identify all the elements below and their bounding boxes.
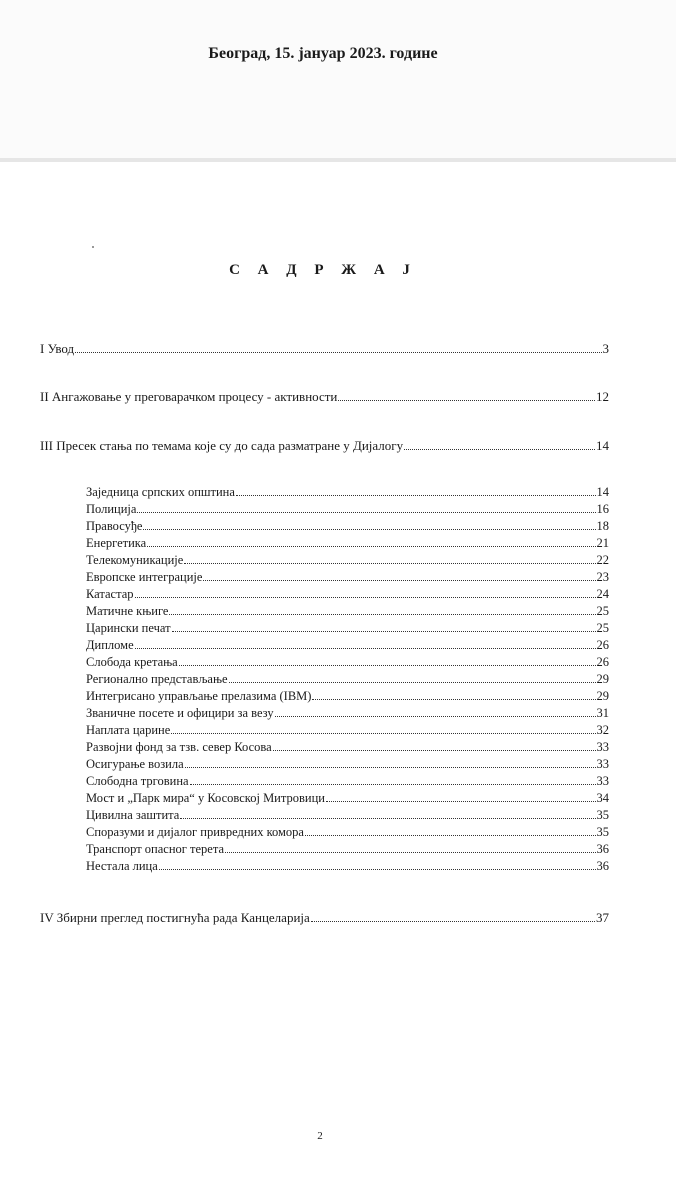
toc-subentry[interactable] bbox=[86, 621, 609, 636]
toc-subentry[interactable] bbox=[86, 604, 609, 619]
toc-subentry-page: 23 bbox=[596, 570, 609, 584]
toc-subentry-page: 35 bbox=[596, 808, 609, 822]
toc-subentry-page: 21 bbox=[596, 536, 609, 550]
dot-leader bbox=[311, 911, 595, 922]
dot-leader bbox=[190, 774, 596, 785]
dot-leader bbox=[180, 808, 595, 819]
toc-subentry-label: Интегрисано управљање прелазима (IBM) bbox=[86, 689, 312, 703]
dot-leader bbox=[305, 825, 596, 836]
dot-leader bbox=[275, 706, 596, 717]
toc-subentry[interactable] bbox=[86, 740, 609, 755]
dot-leader bbox=[236, 485, 596, 496]
toc-subentry-label: Слободна трговина bbox=[86, 774, 189, 788]
document-date: Београд, 15. јануар 2023. године bbox=[208, 45, 438, 62]
dot-leader bbox=[225, 842, 595, 853]
toc-subentry[interactable] bbox=[86, 859, 609, 874]
toc-subentry-label: Наплата царине bbox=[86, 723, 171, 737]
toc-subentry-label: Споразуми и дијалог привредних комора bbox=[86, 825, 304, 839]
toc-subentry-page: 36 bbox=[596, 859, 609, 873]
toc-subentry-page: 29 bbox=[596, 689, 609, 703]
toc-subentry[interactable] bbox=[86, 655, 609, 670]
toc-subentry[interactable] bbox=[86, 757, 609, 772]
toc-subentry-label: Катастар bbox=[86, 587, 134, 601]
toc-subentry[interactable] bbox=[86, 536, 609, 551]
toc-entry-label: I Увод bbox=[40, 341, 75, 356]
toc-entry-dialogue-topics[interactable] bbox=[40, 438, 609, 454]
dot-leader bbox=[159, 859, 596, 870]
toc-subentry[interactable] bbox=[86, 825, 609, 840]
toc-subentry-label: Нестала лица bbox=[86, 859, 158, 873]
dot-leader bbox=[75, 342, 601, 353]
toc-entry-page: 37 bbox=[596, 910, 609, 925]
toc-subentry-label: Царински печат bbox=[86, 621, 171, 635]
toc-subentry-page: 32 bbox=[596, 723, 609, 737]
dot-leader bbox=[185, 757, 596, 768]
toc-subentry[interactable] bbox=[86, 808, 609, 823]
toc-entry-label: II Ангажовање у преговарачком процесу - активности bbox=[40, 389, 338, 404]
toc-subentry-label: Заједница српских општина bbox=[86, 485, 235, 499]
toc-entry-page: 12 bbox=[596, 389, 609, 404]
toc-subentry-label: Матичне књиге bbox=[86, 604, 169, 618]
toc-subentry-label: Осигурање возила bbox=[86, 757, 184, 771]
dot-leader bbox=[229, 672, 596, 683]
dot-leader bbox=[273, 740, 596, 751]
toc-subentry[interactable] bbox=[86, 519, 609, 534]
toc-subentry-label: Развојни фонд за тзв. север Косова bbox=[86, 740, 272, 754]
toc-subentry-page: 31 bbox=[596, 706, 609, 720]
dot-leader bbox=[338, 390, 595, 401]
toc-entry-intro[interactable] bbox=[40, 341, 609, 357]
toc-subentry[interactable] bbox=[86, 638, 609, 653]
toc-subentry-label: Транспорт опасног терета bbox=[86, 842, 225, 856]
toc-subentry-page: 36 bbox=[596, 842, 609, 856]
toc-subentry[interactable] bbox=[86, 791, 609, 806]
page-number: 2 bbox=[317, 1130, 323, 1142]
dot-leader bbox=[143, 519, 595, 530]
toc-subentry-label: Мост и „Парк мира“ у Косовској Митровици bbox=[86, 791, 325, 805]
dot-leader bbox=[312, 689, 595, 700]
toc-subentry[interactable] bbox=[86, 570, 609, 585]
dot-leader bbox=[203, 570, 595, 581]
toc-subentry-label: Дипломе bbox=[86, 638, 134, 652]
toc-subentry-page: 24 bbox=[596, 587, 609, 601]
toc-subentry-page: 29 bbox=[596, 672, 609, 686]
toc-subentry-page: 14 bbox=[596, 485, 609, 499]
toc-subentry[interactable] bbox=[86, 689, 609, 704]
header-band bbox=[0, 0, 676, 162]
toc-subentry[interactable] bbox=[86, 587, 609, 602]
toc-subentry-page: 25 bbox=[596, 621, 609, 635]
toc-subentry-label: Слобода кретања bbox=[86, 655, 178, 669]
toc-subentry[interactable] bbox=[86, 723, 609, 738]
toc-subentry-page: 26 bbox=[596, 638, 609, 652]
toc-entry-label: IV Збирни преглед постигнућа рада Канцеларија bbox=[40, 910, 310, 925]
dot-leader bbox=[184, 553, 595, 564]
toc-subentry-page: 34 bbox=[596, 791, 609, 805]
toc-subentry[interactable] bbox=[86, 672, 609, 687]
toc-subentry-label: Правосуђе bbox=[86, 519, 143, 533]
dot-leader bbox=[137, 502, 595, 513]
toc-subentry-page: 33 bbox=[596, 757, 609, 771]
dot-leader bbox=[171, 723, 595, 734]
dot-leader bbox=[172, 621, 596, 632]
toc-subentry-page: 22 bbox=[596, 553, 609, 567]
toc-subentry-label: Европске интеграције bbox=[86, 570, 203, 584]
toc-subentry[interactable] bbox=[86, 842, 609, 857]
toc-subentry-page: 25 bbox=[596, 604, 609, 618]
toc-entry-negotiations[interactable] bbox=[40, 389, 609, 405]
toc-entry-label: III Пресек стања по темама које су до сада разматране у Дијалогу bbox=[40, 438, 404, 453]
toc-subentry-page: 33 bbox=[596, 740, 609, 754]
dot-leader bbox=[326, 791, 596, 802]
toc-subentry-label: Полиција bbox=[86, 502, 137, 516]
toc-subentry-page: 33 bbox=[596, 774, 609, 788]
toc-subentry[interactable] bbox=[86, 485, 609, 500]
toc-subentry[interactable] bbox=[86, 774, 609, 789]
toc-subentry-page: 26 bbox=[596, 655, 609, 669]
toc-subentry-page: 35 bbox=[596, 825, 609, 839]
toc-subentry[interactable] bbox=[86, 502, 609, 517]
toc-entry-page: 14 bbox=[596, 438, 609, 453]
dot-leader bbox=[135, 638, 596, 649]
toc-entry-page: 3 bbox=[602, 341, 609, 356]
dot-leader bbox=[404, 439, 595, 450]
dot-leader bbox=[147, 536, 595, 547]
toc-subentry-label: Регионално представљање bbox=[86, 672, 228, 686]
toc-subentry[interactable] bbox=[86, 553, 609, 568]
toc-subentry-page: 16 bbox=[596, 502, 609, 516]
scan-speck bbox=[92, 246, 94, 248]
dot-leader bbox=[169, 604, 595, 615]
toc-entry-summary[interactable] bbox=[40, 910, 609, 926]
toc-subentry-label: Енергетика bbox=[86, 536, 147, 550]
dot-leader bbox=[135, 587, 596, 598]
toc-subentry-label: Званичне посете и официри за везу bbox=[86, 706, 274, 720]
toc-subentry[interactable] bbox=[86, 706, 609, 721]
toc-subentry-page: 18 bbox=[596, 519, 609, 533]
toc-subentry-label: Цивилна заштита bbox=[86, 808, 180, 822]
dot-leader bbox=[179, 655, 596, 666]
toc-title: С А Д Р Ж А Ј bbox=[229, 262, 417, 278]
toc-subentry-label: Телекомуникације bbox=[86, 553, 184, 567]
